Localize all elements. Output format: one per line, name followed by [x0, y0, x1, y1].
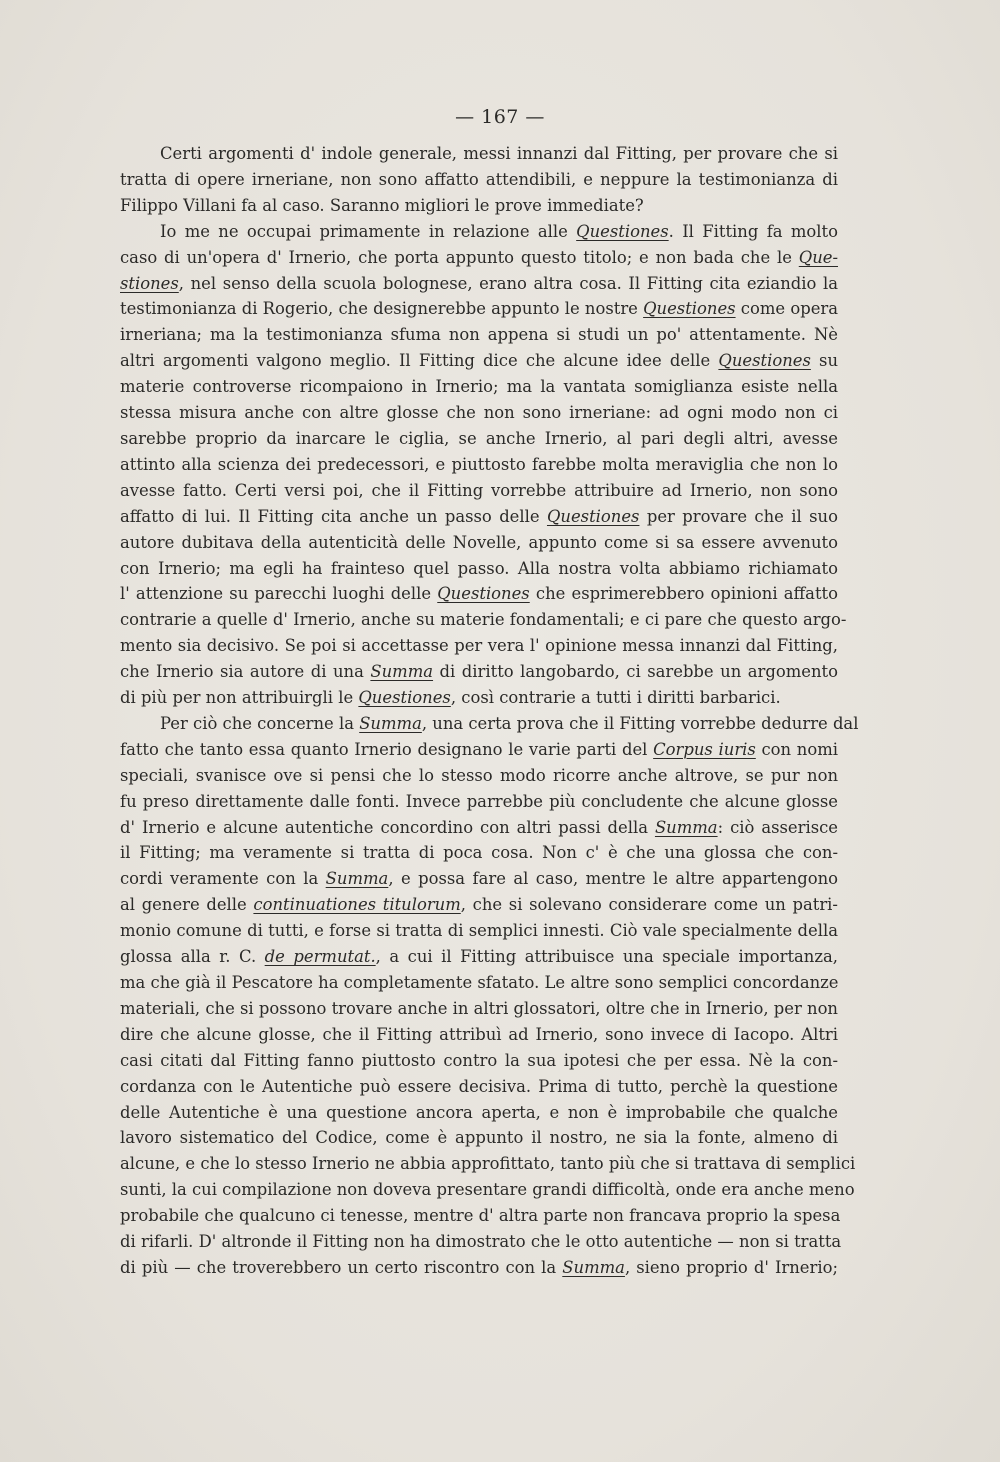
text-segment: stessa misura anche con altre glosse che non sono irneriane: ad ogni modo non ci [120, 403, 838, 423]
text-line [120, 1074, 838, 1100]
text-segment: di più per non attribuirgli le [120, 688, 359, 708]
text-line [120, 581, 838, 607]
text-line [120, 970, 838, 996]
text-segment: ma che già il Pescatore ha completamente sfatato. Le altre sono semplici concordanze [120, 973, 839, 992]
text-segment: Io me ne occupai primamente in relazione alle [160, 221, 577, 241]
text-line [120, 348, 838, 374]
text-segment: al genere delle [120, 895, 254, 915]
text-line [120, 296, 838, 322]
italic-term: Que- [798, 247, 838, 267]
text-line [120, 374, 838, 400]
text-line [120, 245, 838, 271]
text-segment: , sieno proprio d' Irnerio; [624, 1257, 838, 1277]
text-segment: che esprimerebbero opinioni affatto [529, 584, 838, 604]
text-line [120, 530, 838, 556]
text-line [120, 659, 838, 685]
text-segment: cordanza con le Autentiche può essere decisiva. Prima di tutto, perchè la questione [120, 1076, 838, 1096]
text-segment: con nomi [755, 739, 839, 759]
text-segment: Filippo Villani fa al caso. Saranno migliori le prove immediate? [120, 195, 644, 215]
italic-term: Summa [654, 817, 718, 837]
text-segment: altri argomenti valgono meglio. Il Fitting dice che alcune idee delle [120, 351, 719, 371]
italic-term: Questiones [358, 688, 451, 708]
text-line [120, 944, 838, 970]
text-segment: alcune, e che lo stesso Irnerio ne abbia approfittato, tanto più che si trattava di semplici [120, 1154, 856, 1174]
text-segment: come opera [735, 299, 838, 319]
text-line [120, 892, 838, 918]
text-line [120, 556, 838, 582]
text-segment: , che si solevano considerare come un patri- [460, 895, 838, 915]
text-line [120, 1151, 856, 1177]
text-segment: cordi veramente con la [120, 869, 326, 889]
text-segment: speciali, svanisce ove si pensi che lo stesso modo ricorre anche altrove, se pur non [120, 765, 838, 785]
text-segment: contrarie a quelle d' Irnerio, anche su materie fondamentali; e ci pare che questo argo- [120, 610, 847, 630]
text-line [120, 866, 838, 892]
text-segment: materie controverse ricompaiono in Irnerio; ma la vantata somiglianza esiste nella [120, 377, 838, 397]
text-segment: . Il Fitting fa molto [668, 221, 838, 241]
text-line [120, 840, 838, 866]
text-line [120, 219, 838, 245]
text-line [120, 685, 838, 711]
text-line [120, 1125, 838, 1151]
text-line [120, 322, 838, 348]
text-line [120, 167, 838, 193]
text-segment: testimonianza di Rogerio, che designerebbe appunto le nostre [120, 299, 644, 319]
text-segment: su [810, 351, 838, 371]
text-segment: di diritto langobardo, ci sarebbe un argomento [433, 662, 838, 682]
text-line [120, 193, 838, 219]
text-line [120, 789, 838, 815]
text-line [120, 400, 838, 426]
text-segment: irneriana; ma la testimonianza sfuma non appena si studi un po' attentamente. Nè [120, 325, 838, 345]
text-segment: di rifarli. D' altronde il Fitting non ha dimostrato che le otto autentiche — non si tratta [120, 1232, 842, 1252]
text-line [120, 996, 838, 1022]
text-segment: fatto che tanto essa quanto Irnerio designano le varie parti del [120, 739, 654, 759]
text-segment: lavoro sistematico del Codice, come è appunto il nostro, ne sia la fonte, almeno di [120, 1128, 838, 1148]
text-line [120, 918, 838, 944]
text-segment: che Irnerio sia autore di una [120, 662, 371, 682]
text-segment: avesse fatto. Certi versi poi, che il Fitting vorrebbe attribuire ad Irnerio, non sono [120, 480, 838, 500]
text-segment: con Irnerio; ma egli ha frainteso quel passo. Alla nostra volta abbiamo richiamato [120, 558, 838, 578]
page-number: — 167 — [455, 106, 545, 128]
text-segment: tratta di opere irneriane, non sono affatto attendibili, e neppure la testimonianza di [120, 169, 838, 189]
text-line [120, 763, 838, 789]
italic-term: de permutat. [264, 947, 376, 967]
text-segment: autore dubitava della autenticità delle Novelle, appunto come si sa essere avvenuto [120, 532, 838, 552]
text-line [120, 1255, 838, 1281]
text-segment: di più — che troverebbero un certo riscontro con la [120, 1257, 563, 1277]
text-line [120, 815, 838, 841]
italic-term: Questiones [643, 299, 736, 319]
text-line [120, 1203, 841, 1229]
text-line [120, 1048, 838, 1074]
text-segment: sarebbe proprio da inarcare le ciglia, se anche Irnerio, al pari degli altri, avesse [120, 428, 838, 448]
text-segment: fu preso direttamente dalle fonti. Invece parrebbe più concludente che alcune glosse [120, 791, 838, 811]
text-line [120, 1177, 855, 1203]
text-segment: Per ciò che concerne la [160, 713, 360, 733]
text-segment: attinto alla scienza dei predecessori, e piuttosto farebbe molta meraviglia che non lo [120, 454, 838, 474]
text-segment: il Fitting; ma veramente si tratta di poca cosa. Non c' è che una glossa che con- [120, 843, 838, 863]
italic-term: Questiones [576, 221, 669, 241]
text-segment: , una certa prova che il Fitting vorrebbe dedurre dal [421, 713, 859, 733]
text-segment: caso di un'opera d' Irnerio, che porta appunto questo titolo; e non bada che le [120, 247, 799, 267]
text-segment: monio comune di tutti, e forse si tratta di semplici innesti. Ciò vale specialmente della [120, 921, 838, 941]
text-segment: Certi argomenti d' indole generale, messi innanzi dal Fitting, per provare che si [160, 144, 838, 163]
text-segment: affatto di lui. Il Fitting cita anche un passo delle [120, 506, 547, 526]
italic-term: Summa [325, 869, 389, 889]
text-line [120, 1229, 842, 1255]
text-segment: , così contrarie a tutti i diritti barbarici. [450, 688, 781, 708]
text-line [120, 271, 838, 297]
text-line [120, 633, 838, 659]
text-segment: glossa alla r. C. [120, 947, 265, 967]
text-segment: d' Irnerio e alcune autentiche concordino con altri passi della [120, 817, 655, 837]
body-text [120, 141, 859, 1281]
text-segment: mento sia decisivo. Se poi si accettasse per vera l' opinione messa innanzi dal Fitting, [120, 636, 838, 656]
text-segment: delle Autentiche è una questione ancora aperta, e non è improbabile che qualche [120, 1102, 838, 1122]
italic-term: Summa [359, 713, 422, 733]
italic-term: Questiones [546, 506, 640, 526]
text-segment: casi citati dal Fitting fanno piuttosto contro la sua ipotesi che per essa. Nè la con- [120, 1050, 838, 1070]
text-line [120, 1022, 838, 1048]
text-segment: : ciò asserisce [717, 817, 838, 837]
italic-term: Summa [562, 1257, 625, 1277]
text-line [120, 141, 838, 167]
text-segment: sunti, la cui compilazione non doveva presentare grandi difficoltà, onde era anche meno [120, 1180, 855, 1200]
italic-term: continuationes titulorum [253, 895, 461, 915]
text-segment: , e possa fare al caso, mentre le altre appartengono [388, 869, 839, 889]
text-segment: , nel senso della scuola bolognese, erano altra cosa. Il Fitting cita eziandio la [178, 273, 838, 293]
italic-term: Questiones [718, 351, 811, 371]
italic-term: Corpus iuris [653, 739, 756, 759]
italic-term: Summa [370, 662, 434, 682]
italic-term: Questiones [437, 584, 530, 604]
text-line [120, 607, 847, 633]
text-line [120, 426, 838, 452]
text-line [120, 478, 838, 504]
text-segment: dire che alcune glosse, che il Fitting attribuì ad Irnerio, sono invece di Iacopo. Altri [120, 1024, 838, 1044]
text-segment: , a cui il Fitting attribuisce una speciale importanza, [375, 947, 838, 967]
text-segment: l' attenzione su parecchi luoghi delle [120, 584, 438, 604]
text-line [120, 711, 859, 737]
text-line [120, 737, 838, 763]
text-segment: per provare che il suo [639, 506, 838, 526]
text-segment: materiali, che si possono trovare anche in altri glossatori, oltre che in Irnerio, per non [120, 998, 838, 1018]
text-line [120, 1100, 838, 1126]
text-line [120, 452, 838, 478]
text-segment: probabile che qualcuno ci tenesse, mentre d' altra parte non francava proprio la spesa [120, 1206, 841, 1226]
text-line [120, 504, 838, 530]
italic-term: stiones [120, 273, 179, 293]
